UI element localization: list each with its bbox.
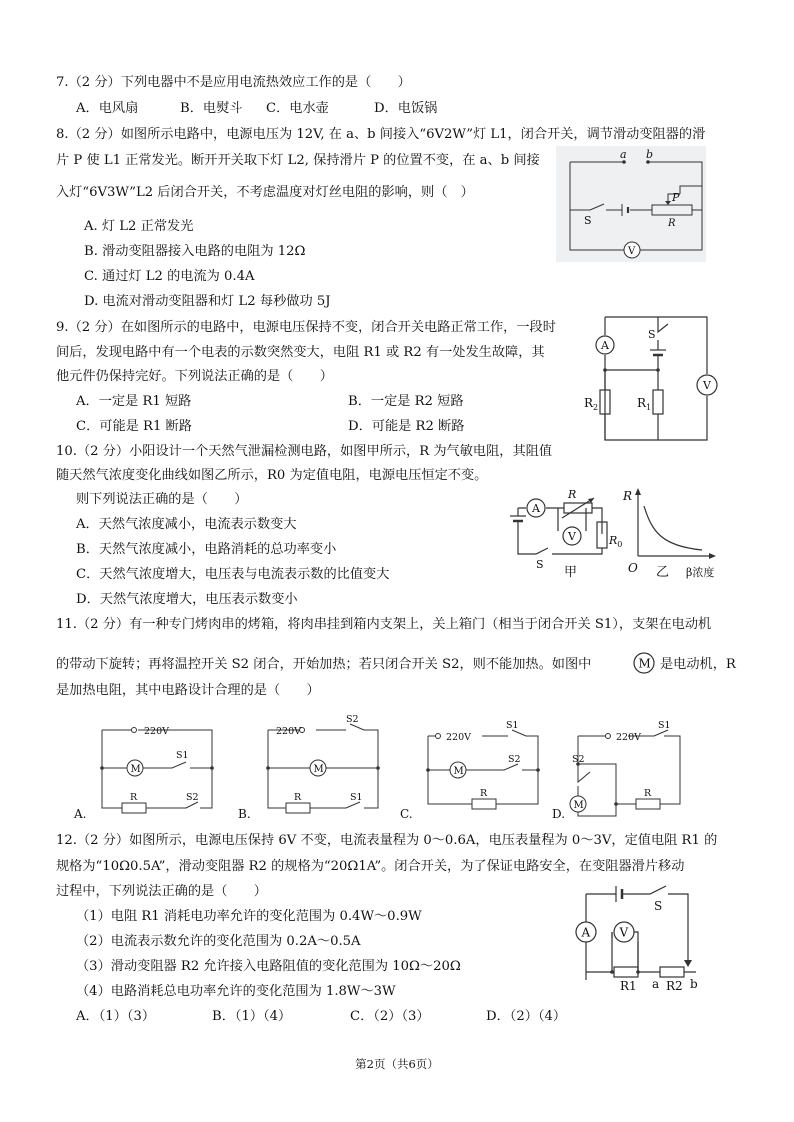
q10-option-c: C．天然气浓度增大，电压表与电流表示数的比值变大 — [76, 567, 390, 582]
q11-b-motor: M — [313, 764, 324, 775]
q11-b-r: R — [294, 792, 302, 803]
q11-d-volt: 220V — [616, 732, 641, 743]
q7-option-b: B．电熨斗 — [180, 101, 243, 116]
q9-circuit-figure — [580, 310, 740, 450]
q9-label-r2: $R_2$ — [584, 396, 599, 412]
q11-label-b: B. — [238, 807, 251, 821]
q9-option-c: C．可能是 R1 断路 — [76, 419, 192, 434]
q11-c-volt: 220V — [446, 732, 471, 743]
q9-options-row-2 — [76, 418, 464, 436]
q11-c-r: R — [480, 788, 488, 799]
q12-voltmeter-label: V — [619, 925, 629, 940]
q8-option-a: A. 灯 L2 正常发光 — [84, 219, 194, 234]
q8-option-d: D. 电流对滑动变阻器和灯 L2 每秒做功 5J — [84, 294, 331, 309]
q12-label-r2: R2 — [666, 979, 683, 993]
q10-line-3: 则下列说法正确的是（ ） — [76, 492, 248, 507]
q10-label-r: R — [568, 488, 577, 501]
q10-line-2: 随天然气浓度变化曲线如图乙所示，R0 为定值电阻，电源电压恒定不变。 — [56, 468, 488, 483]
q11-label-a: A. — [74, 807, 87, 821]
q9-label-r1: $R_1$ — [637, 396, 652, 412]
q12-circuit-figure — [572, 880, 712, 993]
q8-circuit-figure — [556, 146, 706, 262]
q9-line-1: 9.（2 分）在如图所示的电路中，电源电压保持不变，闭合开关电路正常工作，一段时 — [56, 320, 556, 335]
q11-circuit-a — [72, 720, 222, 822]
q9-ammeter-label: A — [601, 339, 609, 352]
q11-c-motor: M — [453, 766, 464, 777]
q11-label-c: C. — [400, 807, 413, 821]
q12-item-4: （4）电路消耗总电功率允许的变化范围为 1.8W～3W — [76, 984, 396, 999]
q9-line-3: 他元件仍保持完好。下列说法正确的是（ ） — [56, 369, 333, 384]
q11-a-s1: S1 — [176, 750, 189, 761]
q9-line-2: 间后，发现电路中有一个电表的示数突然变大，电阻 R1 或 R2 有一处发生故障，其 — [56, 345, 545, 360]
q11-c-s1: S1 — [506, 720, 519, 731]
q11-circuit-d — [550, 716, 700, 822]
q12-label-b-point: b — [690, 977, 698, 991]
q10-circuit-and-graph — [506, 486, 732, 582]
page-footer: 第2页（共6页） — [355, 1057, 439, 1071]
q8-label-a: a — [620, 148, 627, 161]
q7-option-d: D．电饭锅 — [374, 101, 438, 116]
q10-option-a: A．天然气浓度减小，电流表示数变大 — [76, 517, 297, 532]
q12-line-3: 过程中，下列说法正确的是（ ） — [56, 884, 267, 899]
q8-label-r: R — [668, 218, 676, 229]
q12-label-s: S — [654, 899, 663, 913]
q11-d-r: R — [644, 788, 652, 799]
q9-option-d: D．可能是 R2 断路 — [348, 419, 465, 434]
q10-label-r0: $R_0$ — [609, 534, 623, 549]
q12-item-3: （3）滑动变阻器 R2 允许接入电路阻值的变化范围为 10Ω～20Ω — [76, 959, 461, 974]
q11-b-s1: S1 — [350, 792, 363, 803]
q11-d-s2: S2 — [572, 754, 585, 765]
q11-d-motor: M — [573, 800, 584, 811]
q12-line-2: 规格为“10Ω0.5A”，滑动变阻器 R2 的规格为“20Ω1A”。闭合开关，为了保证电路安全，在变阻器滑片移动 — [56, 859, 685, 874]
q8-voltmeter-label: V — [628, 246, 636, 257]
q8-line-1: 8.（2 分）如图所示电路中，电源电压为 12V, 在 a、b 间接入“6V2W”灯 L1，闭合开关，调节滑动变阻器的滑 — [56, 127, 706, 142]
q12-label-r1: R1 — [620, 979, 637, 993]
q12-option-c: C．（2）（3） — [350, 1009, 430, 1024]
q8-option-b: B. 滑动变阻器接入电路的电阻为 12Ω — [84, 244, 306, 259]
q11-a-motor: M — [130, 764, 141, 775]
q11-b-volt: 220V — [276, 726, 301, 737]
q10-graph-origin: O — [628, 561, 638, 575]
q8-label-s: S — [584, 214, 592, 227]
q11-a-r: R — [130, 792, 138, 803]
q11-motor-icon-label: M — [638, 656, 651, 671]
q7-options — [76, 100, 437, 118]
q11-circuit-b — [236, 716, 386, 822]
q11-line-2b: 是电动机，R — [660, 657, 736, 672]
q10-line-1: 10.（2 分）小阳设计一个天然气泄漏检测电路，如图甲所示，R 为气敏电阻，其阻值 — [56, 444, 553, 459]
q9-option-b: B．一定是 R2 短路 — [348, 394, 464, 409]
q11-line-1: 11.（2 分）有一种专门烤肉串的烤箱，将肉串挂到箱内支架上，关上箱门（相当于闭合开关 S1），支架在电动机 — [56, 617, 712, 632]
q7-option-a: A．电风扇 — [76, 101, 139, 116]
q10-graph-x-label: β浓度 — [686, 566, 715, 579]
q10-graph-y-label: R — [623, 489, 633, 503]
q10-option-b: B．天然气浓度减小，电路消耗的总功率变小 — [76, 542, 337, 557]
q9-options-row-1 — [76, 393, 464, 411]
q10-option-d: D．天然气浓度增大，电压表示数变小 — [76, 592, 298, 607]
q9-option-a: A．一定是 R1 短路 — [76, 394, 192, 409]
q9-voltmeter-label: V — [703, 379, 711, 392]
q12-option-b: B．（1）（4） — [212, 1009, 292, 1024]
q7-option-c: C．电水壶 — [266, 101, 329, 116]
q11-a-volt: 220V — [144, 726, 169, 737]
q11-label-d: D. — [552, 807, 566, 821]
q10-label-yi: 乙 — [656, 565, 670, 580]
q10-voltmeter-label: V — [568, 530, 576, 543]
q11-b-s2: S2 — [346, 714, 359, 725]
q10-label-jia: 甲 — [564, 565, 578, 580]
q12-label-a-point: a — [652, 977, 660, 991]
q12-option-d: D．（2）（4） — [486, 1009, 567, 1024]
q12-line-1: 12.（2 分）如图所示，电源电压保持 6V 不变，电流表量程为 0～0.6A，电压表量程为 0～3V，定值电阻 R1 的 — [56, 833, 718, 848]
q12-options — [76, 1008, 566, 1026]
q8-line-2: 片 P 使 L1 正常发光。断开开关取下灯 L2, 保持滑片 P 的位置不变，在 a、b 间接 — [56, 153, 540, 168]
q12-item-1: （1）电阻 R1 消耗电功率允许的变化范围为 0.4W～0.9W — [76, 909, 422, 924]
q11-circuit-c — [398, 716, 548, 822]
q12-item-2: （2）电流表示数允许的变化范围为 0.2A～0.5A — [76, 934, 361, 949]
q8-label-b: b — [646, 148, 654, 161]
q8-label-p: P — [672, 191, 680, 204]
q12-option-a: A．（1）（3） — [76, 1009, 156, 1024]
q8-option-c: C. 通过灯 L2 的电流为 0.4A — [84, 269, 255, 284]
q10-label-s: S — [536, 558, 544, 571]
q10-ammeter-label: A — [532, 502, 540, 515]
q11-c-s2: S2 — [508, 754, 521, 765]
q7-stem: 7.（2 分）下列电器中不是应用电流热效应工作的是（ ） — [56, 75, 411, 90]
q8-line-3: 入灯“6V3W”L2 后闭合开关，不考虑温度对灯丝电阻的影响，则（ ） — [56, 185, 474, 200]
q12-ammeter-label: A — [581, 925, 591, 940]
q11-motor-icon — [632, 651, 656, 675]
q9-label-s: S — [648, 328, 656, 341]
q11-line-2a: 的带动下旋转；再将温控开关 S2 闭合，开始加热；若只闭合开关 S2，则不能加热。如图中 — [56, 657, 592, 672]
q11-d-s1: S1 — [658, 720, 671, 731]
q11-line-3: 是加热电阻，其中电路设计合理的是（ ） — [56, 683, 320, 698]
q11-a-s2: S2 — [186, 792, 199, 803]
